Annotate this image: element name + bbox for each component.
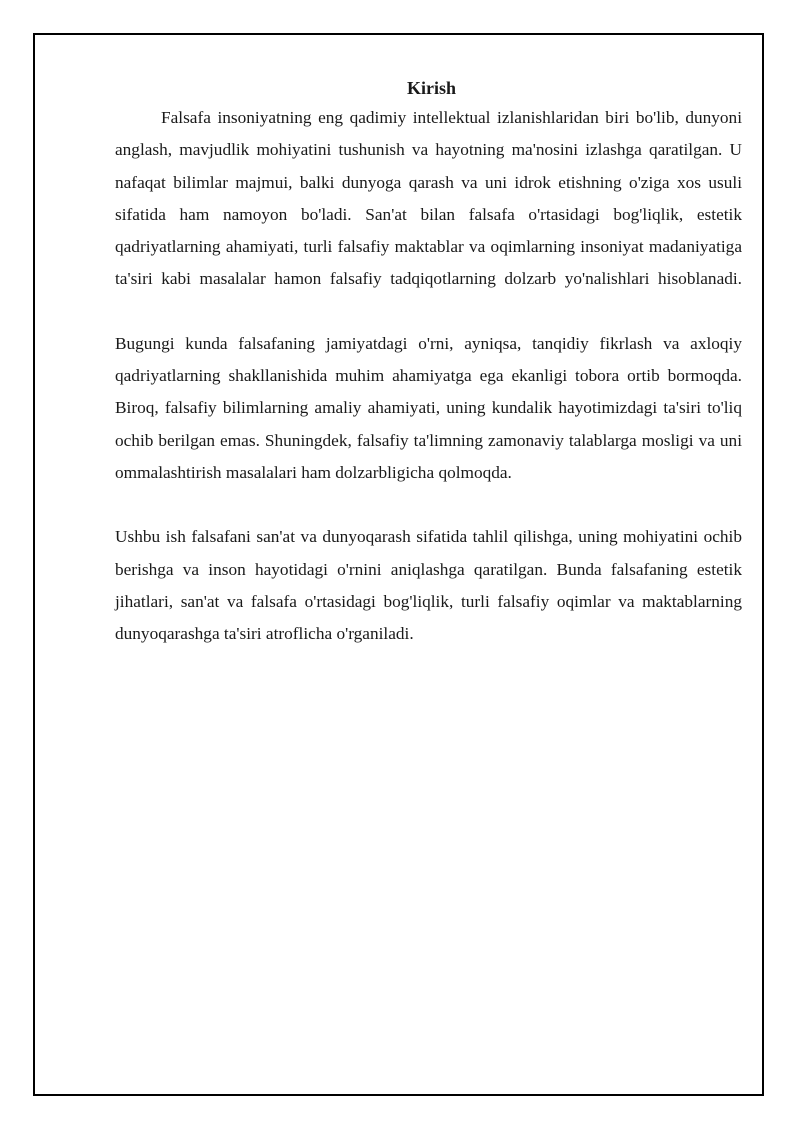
paragraph-1: Falsafa insoniyatning eng qadimiy intellektual izlanishlaridan biri bo'lib, dunyoni anglash, mavjudlik mohiyatini tushunish va hayotning ma'nosini izlashga qaratilgan. U nafaqat bilimlar majmui, balki dunyoga qarash va uni idrok etishning o'ziga xos usuli sifatida ham namoyon bo'ladi. San'at bilan falsafa o'rtasidagi bog'liqlik, estetik qadriyatlarning ahamiyati, turli falsafiy maktablar va oqimlarning insoniyat madaniyatiga ta'siri kabi masalalar hamon falsafiy tadqiqotlarning dolzarb yo'nalishlari hisoblanadi. [115, 108, 742, 289]
paragraph-3: Ushbu ish falsafani san'at va dunyoqarash sifatida tahlil qilishga, uning mohiyatini ochib berishga va inson hayotidagi o'rnini aniqlashga qaratilgan. Bunda falsafaning estetik jihatlari, san'at va falsafa o'rtasidagi bog'liqlik, turli falsafiy oqimlar va maktablarning dunyoqarashga ta'siri atroflicha o'rganiladi. [115, 527, 742, 644]
paragraph-spacer [115, 296, 742, 328]
document-body [115, 76, 742, 650]
paragraph-2: Bugungi kunda falsafaning jamiyatdagi o'rni, ayniqsa, tanqidiy fikrlash va axloqiy qadriyatlarning shakllanishida muhim ahamiyatga ega ekanligi tobora ortib bormoqda. Biroq, falsafiy bilimlarning amaliy ahamiyati, uning kundalik hayotimizdagi ta'siri to'liq ochib berilgan emas. Shuningdek, falsafiy ta'limning zamonaviy talablarga mosligi va uni ommalashtirish masalalari ham dolzarbligicha qolmoqda. [115, 333, 742, 482]
paragraph-spacer [115, 489, 742, 521]
page-title: Kirish [406, 78, 456, 98]
